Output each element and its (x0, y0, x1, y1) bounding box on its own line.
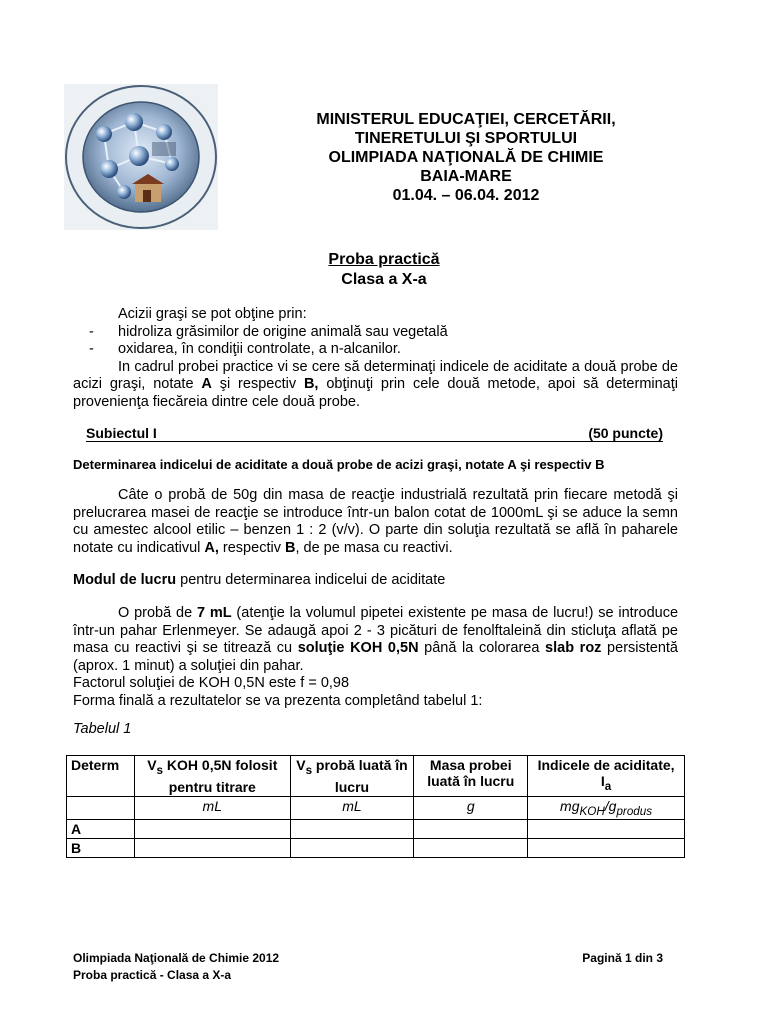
method-heading: Modul de lucru pentru determinarea indicelui de aciditate (73, 572, 446, 588)
row-label: B (67, 838, 135, 857)
table-row (67, 819, 685, 838)
page-footer (73, 950, 663, 984)
intro-section (73, 306, 678, 411)
table-row (67, 838, 685, 857)
input-cell[interactable] (134, 819, 290, 838)
footer-exam: Proba practică - Clasa a X-a (73, 968, 232, 982)
unit-cell: mL (290, 796, 414, 819)
header-line-ministry: MINISTERUL EDUCAŢIEI, CERCETĂRII, (316, 111, 616, 128)
unit-cell: $mg_{KOH}/g_{produs}$ (528, 796, 685, 819)
header-line-olympiad: OLIMPIADA NAŢIONALĂ DE CHIMIE (328, 149, 604, 166)
table-header-row (67, 756, 685, 797)
bullet-text: oxidarea, în condiţii controlate, a n-alcanilor. (118, 341, 401, 357)
input-cell[interactable] (414, 819, 528, 838)
sample-paragraph: Câte o probă de 50g din masa de reacţie industrială rezultată prin fiecare metodă şi prelucrarea masei de reacţie se introduce într-un balon cotat de 1000mL şi se aduce la semn cu amestec alcool etilic – benzen 1 : 2 (v/v). O parte din soluţia rezultată se află în paharele notate cu indicativul A, respectiv B, de pe masa cu reactivi. (73, 487, 678, 556)
title-clasa: Clasa a X-a (341, 271, 427, 288)
final-line: Forma finală a rezultatelor se va prezenta completând tabelul 1: (73, 692, 483, 709)
exam-title (0, 250, 768, 290)
olympiad-logo (64, 84, 218, 230)
input-cell[interactable] (528, 838, 685, 857)
header-masa: Masa probei luată în lucru (414, 756, 528, 797)
header-line-youth: TINERETULUI ŞI SPORTULUI (354, 130, 578, 147)
header-line-city: BAIA-MARE (420, 168, 512, 185)
procedure-paragraph: O probă de 7 mL (atenţie la volumul pipetei existente pe masa de lucru!) se introduce într-un pahar Erlenmeyer. Se adaugă apoi 2 - 3 picături de fenolftaleină din sticluţa aflată pe masa cu reactivi şi se titrează cu soluţie KOH 0,5N până la colorarea slab roz persistentă (aprox. 1 minut) a soluţiei din pahar. Factorul soluţiei de KOH 0,5N este f = 0,98 Forma finală a rezultatelor se va prezenta completând tabelul 1: (73, 605, 679, 709)
header-line-dates: 01.04. – 06.04. 2012 (392, 187, 540, 204)
table-units-row (67, 796, 685, 819)
input-cell[interactable] (290, 838, 414, 857)
unit-cell: g (414, 796, 528, 819)
bullet-text: hidroliza grăsimilor de origine animală sau vegetală (118, 323, 448, 340)
input-cell[interactable] (528, 819, 685, 838)
intro-bullet: - hidroliza grăsimilor de origine animală sau vegetală (89, 323, 448, 340)
header-vproba: $V_s$ probă luată în lucru (290, 756, 414, 797)
table-caption: Tabelul 1 (73, 721, 132, 737)
task-paragraph: In cadrul probei practice vi se cere să determinaţi indicele de aciditate a două probe de acizi graşi, notate A şi respectiv B, obţinuţi prin cele două metode, apoi să determinaţi provenienţa fiecăreia dintre cele două probe. (73, 358, 678, 410)
unit-cell: mL (134, 796, 290, 819)
title-proba: Proba practică (328, 251, 440, 268)
header-vkoh: $V_s$ KOH 0,5N folosit pentru titrare (134, 756, 290, 797)
row-label: A (67, 819, 135, 838)
input-cell[interactable] (290, 819, 414, 838)
page-number: Pagină 1 din 3 (582, 951, 663, 965)
footer-olympiad: Olimpiada Naţională de Chimie 2012 (73, 951, 280, 965)
subject-label: Subiectul I (86, 425, 157, 441)
section-heading: Determinarea indicelui de aciditate a două probe de acizi graşi, notate A şi respectiv B (73, 457, 605, 472)
ministry-header (262, 110, 670, 205)
factor-line: Factorul soluţiei de KOH 0,5N este f = 0,98 (73, 675, 350, 691)
intro-paragraph: Acizii graşi se pot obţine prin: (118, 306, 307, 322)
input-cell[interactable] (134, 838, 290, 857)
intro-bullet: - oxidarea, în condiţii controlate, a n-alcanilor. (89, 341, 401, 357)
header-determ: Determ (67, 756, 135, 797)
input-cell[interactable] (414, 838, 528, 857)
results-table (66, 755, 685, 858)
subject-heading (86, 425, 663, 442)
header-indice: Indicele de aciditate, $I_a$ (528, 756, 685, 797)
subject-points: (50 puncte) (588, 425, 663, 441)
